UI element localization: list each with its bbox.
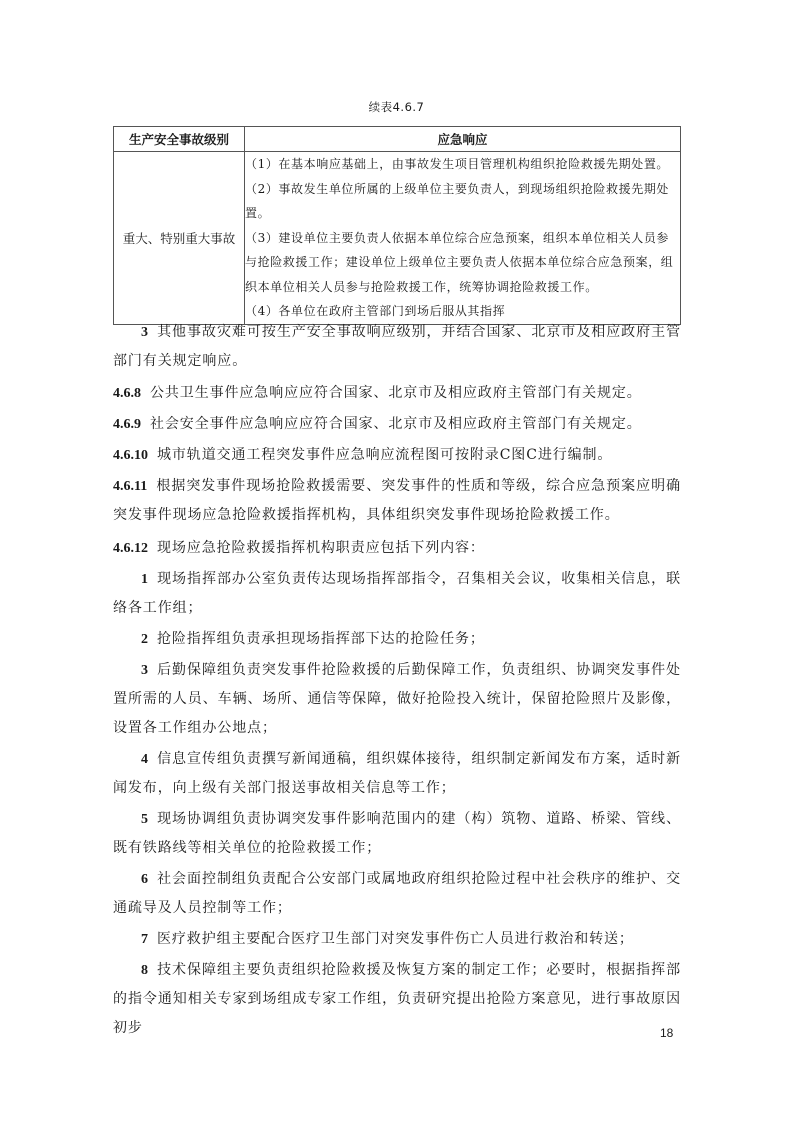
table-row (114, 152, 681, 325)
clause-paragraph: 4.6.11 根据突发事件现场抢险救援需要、突发事件的性质和等级，综合应急预案应明确突发事件现场应急抢险救援指挥机构，具体组织突发事件现场抢险救援工作。 (113, 478, 681, 523)
response-item: （2）事故发生单位所属的上级单位主要负责人，到现场组织抢险救援先期处置。 (245, 181, 670, 220)
table-caption: 续表4.6.7 (368, 100, 425, 114)
clause-paragraph: 4.6.8 公共卫生事件应急响应应符合国家、北京市及相应政府主管部门有关规定。 (113, 385, 642, 401)
clause-paragraph: 4.6.10 城市轨道交通工程突发事件应急响应流程图可按附录C图C进行编制。 (113, 447, 613, 463)
emergency-response-table (113, 126, 681, 325)
accident-level-cell: 重大、特别重大事故 (114, 152, 245, 325)
table-header-row (114, 127, 681, 152)
response-item: （4）各单位在政府主管部门到场后服从其指挥 (245, 304, 506, 318)
list-item: 4 信息宣传组负责撰写新闻通稿，组织媒体接待，组织制定新闻发布方案，适时新闻发布，向上级有关部门报送事故相关信息等工作； (113, 751, 681, 796)
list-item: 3 其他事故灾难可按生产安全事故响应级别，并结合国家、北京市及相应政府主管部门有关规定响应。 (113, 324, 681, 369)
response-item: （3）建设单位主要负责人依据本单位综合应急预案，组织本单位相关人员参与抢险救援工作；建设单位上级单位主要负责人依据本单位综合应急预案，组织本单位相关人员参与抢险救援工作，统筹协调抢险救援工作。 (245, 230, 674, 294)
list-item: 6 社会面控制组负责配合公安部门或属地政府组织抢险过程中社会秩序的维护、交通疏导及人员控制等工作； (113, 871, 681, 916)
response-item: （1）在基本响应基础上，由事故发生项目管理机构组织抢险救援先期处置。 (245, 157, 670, 171)
clause-paragraph: 4.6.9 社会安全事件应急响应应符合国家、北京市及相应政府主管部门有关规定。 (113, 416, 642, 432)
body-text (113, 318, 681, 1043)
list-item: 1 现场指挥部办公室负责传达现场指挥部指令，召集相关会议，收集相关信息，联络各工作组； (113, 571, 681, 616)
list-item: 2 抢险指挥组负责承担现场指挥部下达的抢险任务； (141, 631, 485, 647)
list-item: 5 现场协调组负责协调突发事件影响范围内的建（构）筑物、道路、桥梁、管线、既有铁路线等相关单位的抢险救援工作； (113, 811, 681, 856)
list-item: 7 医疗救护组主要配合医疗卫生部门对突发事件伤亡人员进行救治和转送； (141, 931, 634, 947)
response-cell (245, 152, 681, 325)
list-item: 3 后勤保障组负责突发事件抢险救援的后勤保障工作，负责组织、协调突发事件处置所需的人员、车辆、场所、通信等保障，做好抢险投入统计，保留抢险照片及影像，设置各工作组办公地点； (113, 662, 681, 736)
list-item: 8 技术保障组主要负责组织抢险救援及恢复方案的制定工作；必要时，根据指挥部的指令通知相关专家到场组成专家工作组，负责研究提出抢险方案意见，进行事故原因初步 (113, 962, 681, 1036)
header-emergency-response: 应急响应 (245, 127, 681, 152)
header-accident-level: 生产安全事故级别 (114, 127, 245, 152)
clause-paragraph: 4.6.12 现场应急抢险救援指挥机构职责应包括下列内容： (113, 540, 485, 556)
page-number: 18 (660, 1026, 674, 1040)
